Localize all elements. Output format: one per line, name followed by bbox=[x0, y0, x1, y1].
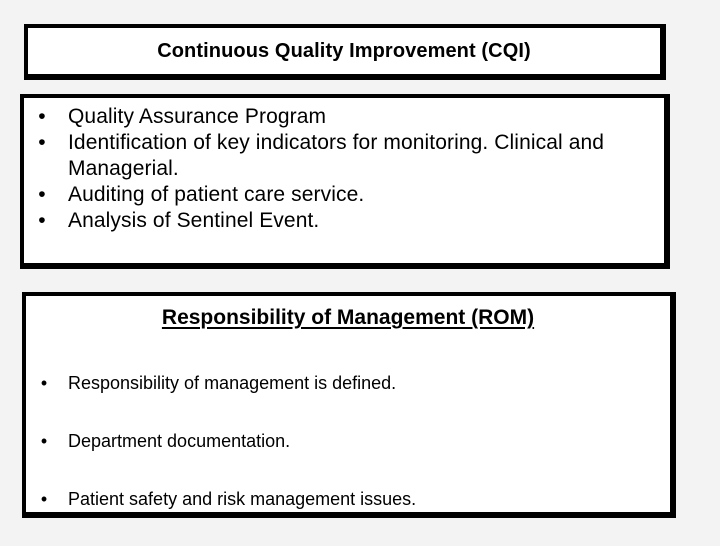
bullet-icon: • bbox=[38, 105, 46, 128]
list-item bbox=[32, 182, 664, 208]
cqi-list-box bbox=[20, 94, 670, 269]
list-item-text: Patient safety and risk management issues. bbox=[68, 489, 417, 509]
list-item-text: Department documentation. bbox=[68, 431, 291, 451]
bullet-icon: • bbox=[38, 131, 46, 154]
bullet-icon: • bbox=[40, 489, 48, 509]
cqi-title-box bbox=[24, 24, 666, 80]
list-item-text: Identification of key indicators for monitoring. Clinical and Managerial. bbox=[68, 131, 605, 180]
list-item bbox=[32, 104, 664, 130]
list-item-text: Responsibility of management is defined. bbox=[68, 373, 397, 393]
list-item-text: Analysis of Sentinel Event. bbox=[68, 209, 320, 232]
cqi-bullet-list bbox=[32, 104, 664, 234]
list-item bbox=[32, 130, 664, 182]
list-item bbox=[34, 430, 662, 452]
list-item bbox=[34, 488, 662, 510]
list-item-text: Auditing of patient care service. bbox=[68, 183, 365, 206]
list-item-text: Quality Assurance Program bbox=[68, 105, 327, 128]
cqi-title: Continuous Quality Improvement (CQI) bbox=[157, 39, 531, 62]
rom-box bbox=[22, 292, 676, 518]
bullet-icon: • bbox=[40, 431, 48, 451]
rom-bullet-list bbox=[34, 372, 662, 546]
bullet-icon: • bbox=[38, 183, 46, 206]
list-item bbox=[32, 208, 664, 234]
list-item bbox=[34, 372, 662, 394]
bullet-icon: • bbox=[40, 373, 48, 393]
rom-title: Responsibility of Management (ROM) bbox=[161, 306, 535, 329]
bullet-icon: • bbox=[38, 209, 46, 232]
